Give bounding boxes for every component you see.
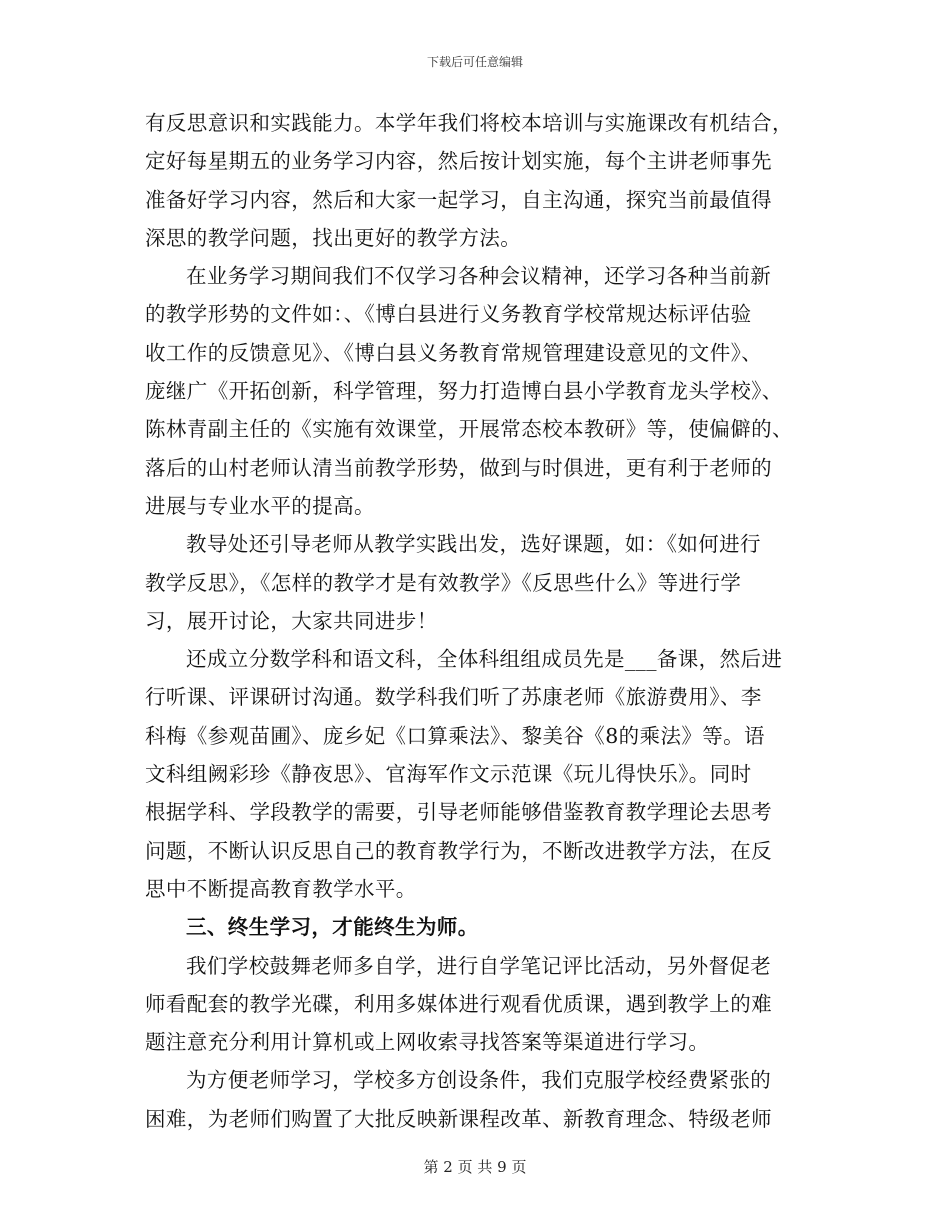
text-line: 问题，不断认识反思自己的教育教学行为，不断改进教学方法，在反 [145,838,772,863]
text-line: 师看配套的教学光碟，利用多媒体进行观看优质课，遇到教学上的难 [145,991,772,1016]
paragraph-start-line: 我们学校鼓舞老师多自学，进行自学笔记评比活动，另外督促老 [186,953,772,978]
text-line: 落后的山村老师认清当前教学形势，做到与时俱进，更有利于老师的 [145,455,772,480]
text-line: 习，展开讨论，大家共同进步！ [145,608,438,633]
document-body [145,104,809,1138]
text-line: 陈林青副主任的《实施有效课堂，开展常态校本教研》等，使偏僻的、 [145,417,793,442]
text-line: 收工作的反馈意见》、《博白县义务教育常规管理建设意见的文件》、 [145,340,763,365]
paragraph-start-line: 为方便老师学习，学校多方创设条件，我们克服学校经费紧张的 [186,1068,772,1093]
paragraph-start-line: 教导处还引导老师从教学实践出发，选好课题，如：《如何进行 [186,532,761,557]
text-line: 庞继广《开拓创新，科学管理，努力打造博白县小学教育龙头学校》、 [145,379,783,404]
text-line: 根据学科、学段教学的需要，引导老师能够借鉴教育教学理论去思考 [145,800,772,825]
text-line: 文科组阙彩珍《静夜思》、官海军作文示范课《玩儿得快乐》。同时 [145,762,752,787]
text-line: 的教学形势的文件如：、《博白县进行义务教育学校常规达标评估验 [145,302,752,327]
paragraph-start-line: 还成立分数学科和语文科，全体科组组成员先是___备课，然后进 [186,647,783,672]
text-line: 科梅《参观苗圃》、庞乡妃《口算乘法》、黎美谷《8的乘法》等。语 [145,723,765,748]
text-line: 行听课、评课研讨沟通。数学科我们听了苏康老师《旅游费用》、李 [145,685,762,710]
text-line: 题注意充分利用计算机或上网收索寻找答案等渠道进行学习。 [145,1030,710,1055]
text-line: 教学反思》，《怎样的教学才是有效教学》《反思些什么》等进行学 [145,570,742,595]
text-line: 定好每星期五的业务学习内容，然后按计划实施，每个主讲老师事先 [145,149,772,174]
text-line: 进展与专业水平的提高。 [145,493,375,518]
page-number: 第 2 页 共 9 页 [423,1158,527,1176]
page-header: 下载后可任意编辑 [426,55,523,69]
text-line: 准备好学习内容，然后和大家一起学习，自主沟通，探究当前最值得 [145,187,772,212]
paragraph-start-line: 在业务学习期间我们不仅学习各种会议精神，还学习各种当前新 [186,264,772,289]
text-line: 困难，为老师们购置了大批反映新课程改革、新教育理念、特级老师 [145,1106,772,1131]
text-line: 深思的教学问题，找出更好的教学方法。 [145,225,522,250]
text-line: 有反思意识和实践能力。本学年我们将校本培训与实施课改有机结合， [145,111,793,135]
text-line: 思中不断提高教育教学水平。 [145,876,417,901]
section-heading: 三、终生学习，才能终生为师。 [186,915,479,940]
